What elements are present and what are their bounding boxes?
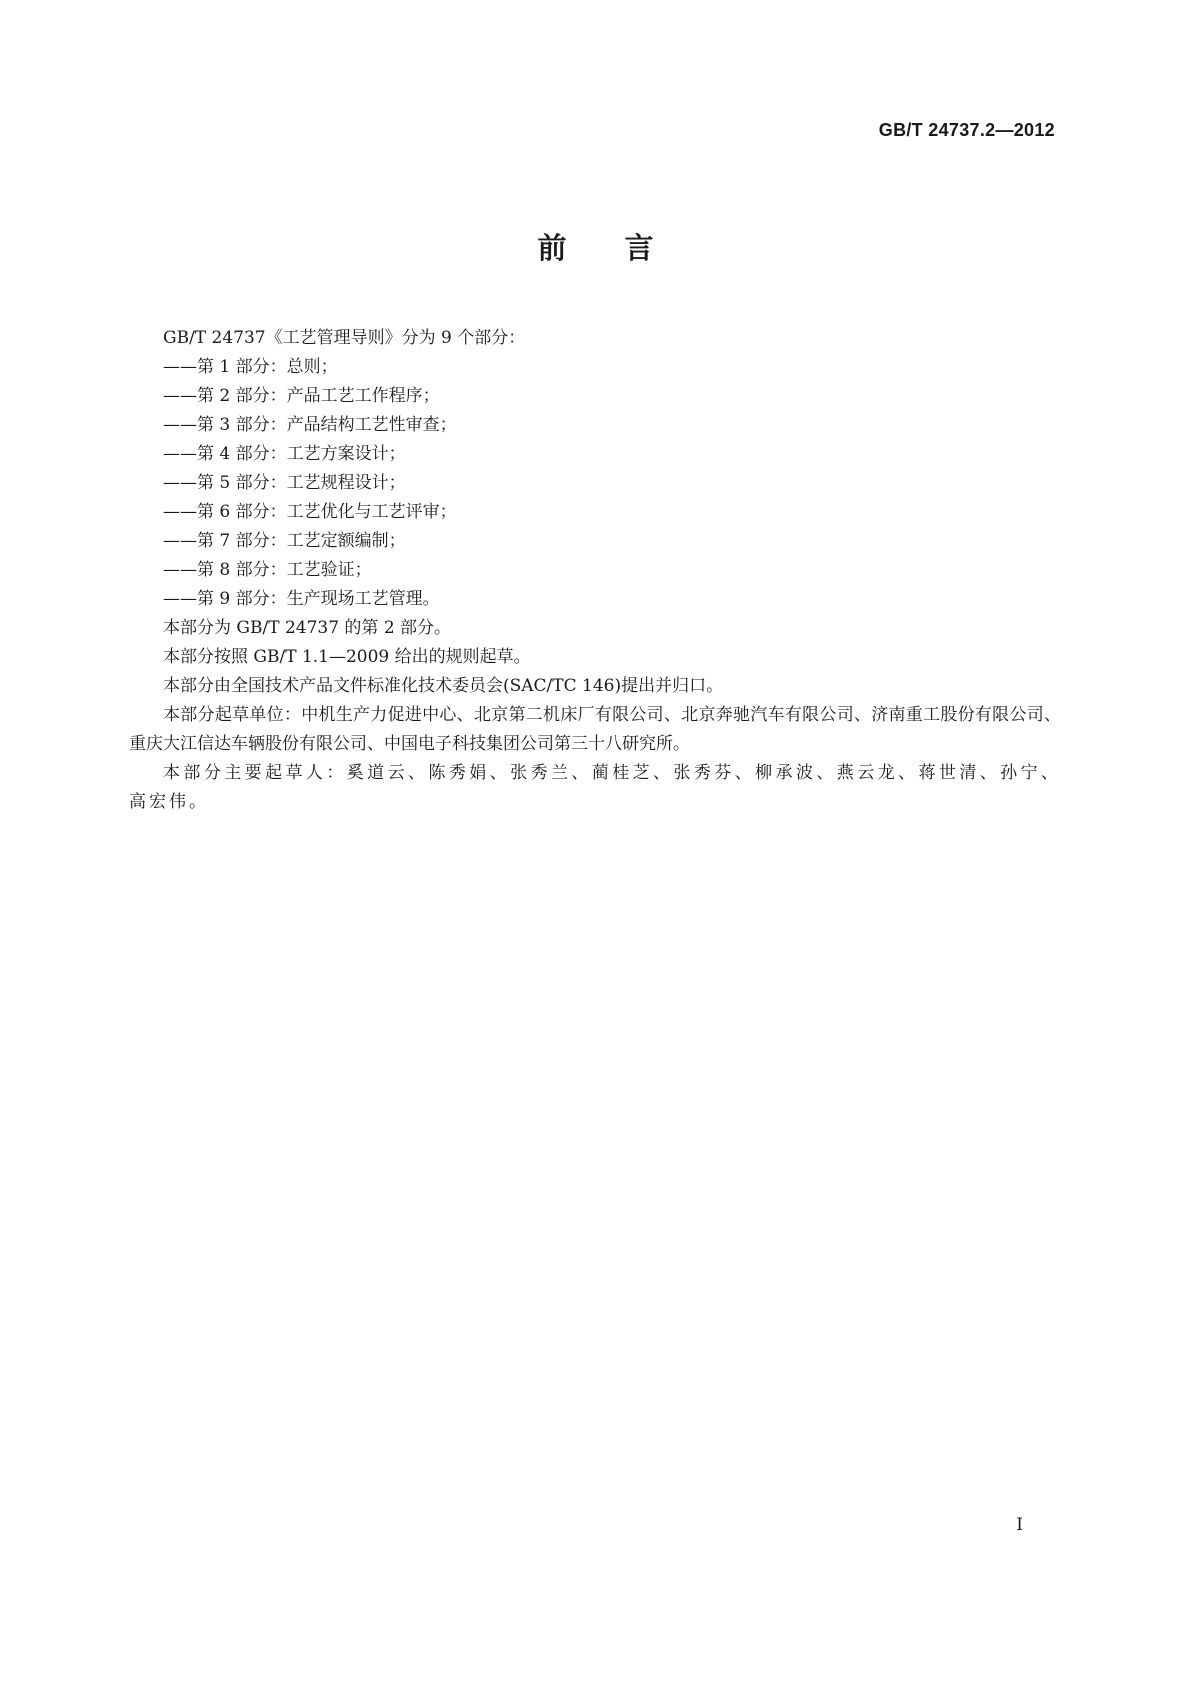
drafting-rule-paragraph: 本部分按照 GB/T 1.1—2009 给出的规则起草。 (163, 647, 531, 667)
part-list-item: ——第 7 部分：工艺定额编制； (163, 531, 406, 551)
page-title: 前言 (537, 231, 712, 265)
foreword-body (129, 324, 1061, 817)
part-list-item: ——第 8 部分：工艺验证； (163, 560, 372, 580)
part-list-item: ——第 5 部分：工艺规程设计； (163, 473, 406, 493)
page-number: I (1016, 1515, 1023, 1535)
proposed-by-paragraph: 本部分由全国技术产品文件标准化技术委员会(SAC/TC 146)提出并归口。 (163, 676, 724, 696)
part-list-item: ——第 6 部分：工艺优化与工艺评审； (163, 502, 457, 522)
intro-paragraph: GB/T 24737《工艺管理导则》分为 9 个部分： (163, 328, 526, 348)
part-of-paragraph: 本部分为 GB/T 24737 的第 2 部分。 (163, 618, 452, 638)
part-list-item: ——第 1 部分：总则； (163, 357, 338, 377)
drafters-paragraph: 本部分主要起草人：奚道云、陈秀娟、张秀兰、蔺桂芝、张秀芬、柳承波、燕云龙、蒋世清、孙宁、高宏伟。 (129, 763, 1061, 812)
part-list-item: ——第 4 部分：工艺方案设计； (163, 444, 406, 464)
part-list-item: ——第 9 部分：生产现场工艺管理。 (163, 589, 440, 609)
drafting-units-paragraph: 本部分起草单位：中机生产力促进中心、北京第二机床厂有限公司、北京奔驰汽车有限公司、济南重工股份有限公司、重庆大江信达车辆股份有限公司、中国电子科技集团公司第三十八研究所。 (129, 705, 1061, 754)
part-list-item: ——第 3 部分：产品结构工艺性审查； (163, 415, 457, 435)
part-list-item: ——第 2 部分：产品工艺工作程序； (163, 386, 440, 406)
standard-number: GB/T 24737.2—2012 (878, 120, 1055, 140)
